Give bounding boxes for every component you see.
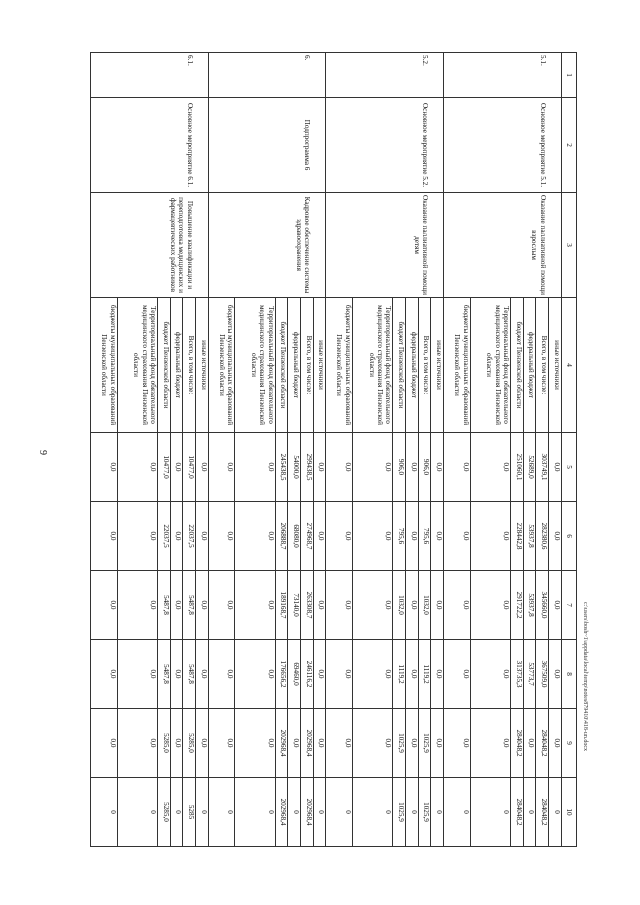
amount-cell: 284048,2 — [536, 709, 549, 778]
amount-cell: 0,0 — [406, 640, 419, 709]
amount-cell: 69460,0 — [288, 640, 301, 709]
amount-cell: 228442,8 — [511, 502, 524, 571]
amount-cell: 0 — [288, 778, 301, 847]
amount-cell: 5487,8 — [183, 640, 196, 709]
amount-cell: 0,0 — [470, 640, 511, 709]
page-number: 9 — [37, 450, 48, 455]
amount-cell: 0,0 — [208, 502, 235, 571]
amount-cell: 202968,4 — [275, 709, 288, 778]
amount-cell: 0 — [170, 778, 183, 847]
event-title: Повышение квалификации и переподготовка медицинских и фармацевтических работников — [91, 193, 209, 298]
event-name: Основное мероприятие 6.1. — [91, 98, 209, 193]
column-number-3: 3 — [561, 193, 576, 298]
column-number-7: 7 — [561, 571, 576, 640]
amount-cell: 5487,8 — [158, 640, 171, 709]
amount-cell: 0,0 — [326, 571, 353, 640]
amount-cell: 5487,8 — [183, 571, 196, 640]
funding-source: бюджеты муниципальных образований Пензенской области — [326, 298, 353, 433]
event-title: Оказание паллиативной помощи взрослым — [444, 193, 562, 298]
event-name: Основное мероприятие 5.1. — [444, 98, 562, 193]
footer-file-path: c:\users\bosh~1\appdata\local\temp\notes879410\418-un.docx — [582, 602, 588, 752]
amount-cell: 73140,0 — [288, 571, 301, 640]
column-number-9: 9 — [561, 709, 576, 778]
funding-source: Территориальный фонд обязательного медицинского страхования Пензенской области — [352, 298, 393, 433]
amount-cell: 10477,0 — [158, 433, 171, 502]
funding-source: федеральный бюджет — [406, 298, 419, 433]
amount-cell: 202968,4 — [275, 778, 288, 847]
amount-cell: 0,0 — [313, 709, 326, 778]
amount-cell: 176656,2 — [275, 640, 288, 709]
amount-cell: 0,0 — [326, 640, 353, 709]
amount-cell: 202968,4 — [301, 778, 314, 847]
amount-cell: 0,0 — [235, 502, 276, 571]
amount-cell: 1119,2 — [393, 640, 406, 709]
amount-cell: 0,0 — [431, 709, 444, 778]
amount-cell: 282380,6 — [536, 502, 549, 571]
amount-cell: 303749,1 — [536, 433, 549, 502]
amount-cell: 0,0 — [313, 502, 326, 571]
event-title: Оказание паллиативной помощи детям — [326, 193, 444, 298]
column-number-6: 6 — [561, 502, 576, 571]
funding-source: федеральный бюджет — [170, 298, 183, 433]
section-number: 6.1. — [91, 53, 209, 98]
amount-cell: 1025,9 — [393, 778, 406, 847]
amount-cell: 0 — [352, 778, 393, 847]
amount-cell: 0,0 — [431, 502, 444, 571]
amount-cell: 0,0 — [208, 433, 235, 502]
amount-cell: 0,0 — [406, 571, 419, 640]
funding-source: Территориальный фонд обязательного медицинского страхования Пензенской области — [235, 298, 276, 433]
funding-source: иные источники — [196, 298, 209, 433]
amount-cell: 0,0 — [235, 571, 276, 640]
header-row — [561, 53, 576, 847]
table-row — [313, 53, 326, 847]
amount-cell: 52689,0 — [523, 433, 536, 502]
rotated-page-content — [90, 52, 577, 846]
amount-cell: 0,0 — [170, 640, 183, 709]
amount-cell: 0,0 — [549, 433, 562, 502]
amount-cell: 0,0 — [523, 709, 536, 778]
amount-cell: 5285,0 — [158, 709, 171, 778]
amount-cell: 0,0 — [431, 640, 444, 709]
amount-cell: 906,0 — [418, 433, 431, 502]
amount-cell: 0,0 — [91, 502, 118, 571]
event-title: Кадровое обеспечение системы здравоохранения — [208, 193, 326, 298]
amount-cell: 795,6 — [418, 502, 431, 571]
amount-cell: 0,0 — [470, 709, 511, 778]
amount-cell: 0,0 — [196, 640, 209, 709]
amount-cell: 0,0 — [549, 709, 562, 778]
amount-cell: 1032,0 — [393, 571, 406, 640]
amount-cell: 0,0 — [431, 433, 444, 502]
amount-cell: 22037,5 — [158, 502, 171, 571]
amount-cell: 313735,3 — [511, 640, 524, 709]
amount-cell: 0,0 — [313, 433, 326, 502]
amount-cell: 0,0 — [288, 709, 301, 778]
amount-cell: 0,0 — [549, 502, 562, 571]
amount-cell: 0,0 — [117, 571, 158, 640]
amount-cell: 0 — [117, 778, 158, 847]
table-body — [91, 53, 577, 847]
amount-cell: 284048,2 — [511, 778, 524, 847]
amount-cell: 0 — [523, 778, 536, 847]
amount-cell: 202968,4 — [301, 709, 314, 778]
amount-cell: 0,0 — [170, 502, 183, 571]
amount-cell: 0,0 — [91, 640, 118, 709]
amount-cell: 0,0 — [444, 433, 471, 502]
amount-cell: 245438,5 — [275, 433, 288, 502]
amount-cell: 0,0 — [352, 433, 393, 502]
column-number-2: 2 — [561, 98, 576, 193]
table-row — [196, 53, 209, 847]
amount-cell: 0,0 — [117, 709, 158, 778]
section-number: 5.2. — [326, 53, 444, 98]
funding-source: бюджет Пензенской области — [393, 298, 406, 433]
amount-cell: 1025,9 — [418, 778, 431, 847]
amount-cell: 0,0 — [208, 640, 235, 709]
amount-cell: 0,0 — [406, 502, 419, 571]
funding-source: бюджеты муниципальных образований Пензенской области — [444, 298, 471, 433]
amount-cell: 0,0 — [549, 571, 562, 640]
amount-cell: 263308,7 — [301, 571, 314, 640]
amount-cell: 0,0 — [170, 709, 183, 778]
amount-cell: 5285 — [183, 778, 196, 847]
amount-cell: 345660,0 — [536, 571, 549, 640]
event-name: Основное мероприятие 5.2. — [326, 98, 444, 193]
amount-cell: 0,0 — [444, 502, 471, 571]
column-number-10: 10 — [561, 778, 576, 847]
amount-cell: 0,0 — [170, 433, 183, 502]
section-number: 5.1. — [444, 53, 562, 98]
amount-cell: 0,0 — [352, 571, 393, 640]
funding-source: иные источники — [431, 298, 444, 433]
funding-source: бюджет Пензенской области — [275, 298, 288, 433]
amount-cell: 274968,7 — [301, 502, 314, 571]
amount-cell: 0,0 — [235, 433, 276, 502]
amount-cell: 299438,5 — [301, 433, 314, 502]
amount-cell: 0 — [235, 778, 276, 847]
amount-cell: 0,0 — [91, 571, 118, 640]
funding-source: федеральный бюджет — [288, 298, 301, 433]
amount-cell: 5285,0 — [158, 778, 171, 847]
funding-source: Всего, в том числе: — [536, 298, 549, 433]
table-row — [431, 53, 444, 847]
amount-cell: 906,0 — [393, 433, 406, 502]
amount-cell: 0,0 — [431, 571, 444, 640]
amount-cell: 0,0 — [326, 709, 353, 778]
event-name: Подпрограмма 6 — [208, 98, 326, 193]
column-number-4: 4 — [561, 298, 576, 433]
amount-cell: 0,0 — [196, 571, 209, 640]
funding-source: Всего, в том числе: — [418, 298, 431, 433]
amount-cell: 0,0 — [170, 571, 183, 640]
amount-cell: 54000,0 — [288, 433, 301, 502]
amount-cell: 0,0 — [326, 502, 353, 571]
amount-cell: 0 — [196, 778, 209, 847]
amount-cell: 0,0 — [196, 709, 209, 778]
amount-cell: 0,0 — [235, 709, 276, 778]
amount-cell: 5487,8 — [158, 571, 171, 640]
funding-source: бюджеты муниципальных образований Пензенской области — [91, 298, 118, 433]
funding-source: федеральный бюджет — [523, 298, 536, 433]
funding-source: Всего, в том числе: — [183, 298, 196, 433]
amount-cell: 0,0 — [352, 502, 393, 571]
amount-cell: 0,0 — [91, 433, 118, 502]
column-number-5: 5 — [561, 433, 576, 502]
amount-cell: 0,0 — [549, 640, 562, 709]
amount-cell: 0,0 — [313, 640, 326, 709]
amount-cell: 0 — [406, 778, 419, 847]
amount-cell: 284048,2 — [511, 709, 524, 778]
financing-table — [90, 52, 577, 847]
amount-cell: 0 — [549, 778, 562, 847]
amount-cell: 1119,2 — [418, 640, 431, 709]
amount-cell: 0,0 — [235, 640, 276, 709]
amount-cell: 53937,8 — [523, 502, 536, 571]
funding-source: бюджет Пензенской области — [511, 298, 524, 433]
amount-cell: 0 — [91, 778, 118, 847]
amount-cell: 0,0 — [196, 433, 209, 502]
amount-cell: 0,0 — [444, 640, 471, 709]
amount-cell: 0,0 — [470, 571, 511, 640]
amount-cell: 1025,9 — [418, 709, 431, 778]
funding-source: бюджеты муниципальных образований Пензенской области — [208, 298, 235, 433]
amount-cell: 0,0 — [444, 709, 471, 778]
section-number: 6. — [208, 53, 326, 98]
amount-cell: 1032,0 — [418, 571, 431, 640]
amount-cell: 246116,2 — [301, 640, 314, 709]
amount-cell: 0,0 — [326, 433, 353, 502]
amount-cell: 0 — [208, 778, 235, 847]
amount-cell: 189168,7 — [275, 571, 288, 640]
column-number-1: 1 — [561, 53, 576, 98]
funding-source: Всего, в том числе: — [301, 298, 314, 433]
funding-source: Территориальный фонд обязательного медицинского страхования Пензенской области — [470, 298, 511, 433]
column-number-8: 8 — [561, 640, 576, 709]
amount-cell: 53773,7 — [523, 640, 536, 709]
amount-cell: 0,0 — [196, 502, 209, 571]
amount-cell: 0,0 — [470, 502, 511, 571]
amount-cell: 367509,0 — [536, 640, 549, 709]
amount-cell: 0,0 — [313, 571, 326, 640]
amount-cell: 53937,8 — [523, 571, 536, 640]
amount-cell: 251060,1 — [511, 433, 524, 502]
amount-cell: 795,6 — [393, 502, 406, 571]
amount-cell: 0,0 — [91, 709, 118, 778]
amount-cell: 5285,0 — [183, 709, 196, 778]
amount-cell: 0 — [326, 778, 353, 847]
amount-cell: 0,0 — [117, 433, 158, 502]
amount-cell: 22037,5 — [183, 502, 196, 571]
funding-source: иные источники — [313, 298, 326, 433]
funding-source: Территориальный фонд обязательного медицинского страхования Пензенской области — [117, 298, 158, 433]
amount-cell: 0 — [444, 778, 471, 847]
amount-cell: 284048,2 — [536, 778, 549, 847]
amount-cell: 1025,9 — [393, 709, 406, 778]
amount-cell: 0,0 — [406, 433, 419, 502]
amount-cell: 0,0 — [117, 502, 158, 571]
amount-cell: 0,0 — [352, 640, 393, 709]
amount-cell: 68080,0 — [288, 502, 301, 571]
table-row — [549, 53, 562, 847]
amount-cell: 0,0 — [208, 709, 235, 778]
amount-cell: 0,0 — [444, 571, 471, 640]
amount-cell: 291722,2 — [511, 571, 524, 640]
amount-cell: 206888,7 — [275, 502, 288, 571]
amount-cell: 0 — [431, 778, 444, 847]
amount-cell: 0,0 — [208, 571, 235, 640]
amount-cell: 10477,0 — [183, 433, 196, 502]
amount-cell: 0,0 — [352, 709, 393, 778]
funding-source: иные источники — [549, 298, 562, 433]
amount-cell: 0,0 — [470, 433, 511, 502]
amount-cell: 0,0 — [406, 709, 419, 778]
amount-cell: 0 — [470, 778, 511, 847]
amount-cell: 0 — [313, 778, 326, 847]
amount-cell: 0,0 — [117, 640, 158, 709]
funding-source: бюджет Пензенской области — [158, 298, 171, 433]
